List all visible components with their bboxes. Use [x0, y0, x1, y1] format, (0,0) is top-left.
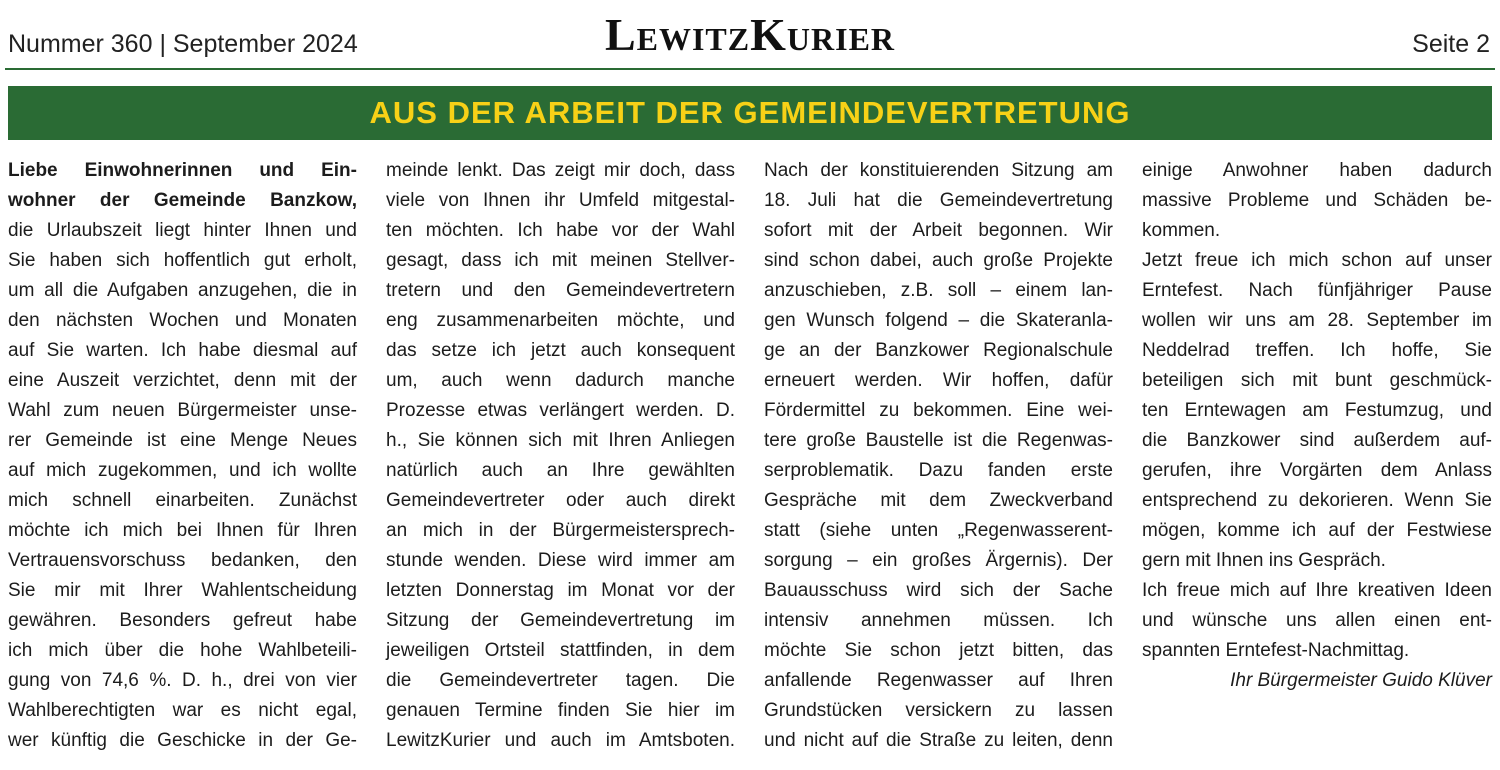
text-line: auf Sie warten. Ich habe diesmal auf	[8, 340, 357, 361]
text-line: mich schnell einarbeiten. Zunächst	[8, 490, 357, 511]
article-column-2	[386, 156, 735, 756]
text-line: Jetzt freue ich mich schon auf unser	[1142, 250, 1492, 271]
text-line: Wahl zum neuen Bürgermeister unse-	[8, 400, 357, 421]
text-line: beteiligen sich mit bunt geschmück-	[1142, 370, 1492, 391]
text-line: die Urlaubszeit liegt hinter Ihnen und	[8, 220, 357, 241]
text-line: rer Gemeinde ist eine Menge Neues	[8, 430, 357, 451]
text-line: stunde wenden. Diese wird immer am	[386, 550, 735, 571]
article-column-1	[8, 156, 357, 756]
newspaper-title: LewitzKurier	[604, 9, 896, 60]
text-line: gung von 74,6 %. D. h., drei von vier	[8, 670, 357, 691]
text-line: und wünsche uns allen einen ent-	[1142, 610, 1492, 631]
text-line: statt (siehe unten „Regenwasserent-	[764, 520, 1113, 541]
text-line: kommen.	[1142, 220, 1221, 241]
text-line: anfallende Regenwasser auf Ihren	[764, 670, 1113, 691]
text-line: sofort mit der Arbeit begonnen. Wir	[764, 220, 1113, 241]
text-line: Ich freue mich auf Ihre kreativen Ideen	[1142, 580, 1492, 601]
text-line: Wahlberechtigten war es nicht egal,	[8, 700, 357, 721]
text-line: ge an der Banzkower Regionalschule	[764, 340, 1113, 361]
text-line: gen Wunsch folgend – die Skateranla-	[764, 310, 1113, 331]
text-line: eine Auszeit verzichtet, denn mit der	[8, 370, 357, 391]
text-line: die Gemeindevertreter tagen. Die	[386, 670, 735, 691]
text-line: gesagt, dass ich mit meinen Stellver-	[386, 250, 735, 271]
text-line: Neddelrad treffen. Ich hoffe, Sie	[1142, 340, 1492, 361]
text-line: an mich in der Bürgermeistersprech-	[386, 520, 735, 541]
text-line: natürlich auch an Ihre gewählten	[386, 460, 735, 481]
text-line: gern mit Ihnen ins Gespräch.	[1142, 550, 1386, 571]
text-line: auf mich zugekommen, und ich wollte	[8, 460, 357, 481]
text-line: intensiv annehmen müssen. Ich	[764, 610, 1113, 631]
text-line: gewähren. Besonders gefreut habe	[8, 610, 357, 631]
text-line: wollen wir uns am 28. September im	[1142, 310, 1492, 331]
text-line: massive Probleme und Schäden be-	[1142, 190, 1492, 211]
text-line: mögen, komme ich auf der Festwiese	[1142, 520, 1492, 541]
text-line: einige Anwohner haben dadurch	[1142, 160, 1492, 181]
text-line: wer künftig die Geschicke in der Ge-	[8, 730, 357, 751]
text-line: Erntefest. Nach fünfjähriger Pause	[1142, 280, 1492, 301]
text-line: entsprechend zu dekorieren. Wenn Sie	[1142, 490, 1492, 511]
text-line: ich mich über die hohe Wahlbeteili-	[8, 640, 357, 661]
text-line: letzten Donnerstag im Monat vor der	[386, 580, 735, 601]
text-line: Gemeindevertreter oder auch direkt	[386, 490, 735, 511]
signature: Ihr Bürgermeister Guido Klüver	[1230, 670, 1492, 691]
page-number: Seite 2	[1412, 30, 1490, 58]
text-line: jeweiligen Ortsteil stattfinden, in dem	[386, 640, 735, 661]
text-line: die Banzkower sind außerdem auf-	[1142, 430, 1492, 451]
text-line: genauen Termine finden Sie hier im	[386, 700, 735, 721]
section-title: AUS DER ARBEIT DER GEMEINDEVERTRETUNG	[369, 95, 1131, 130]
text-line: um, auch wenn dadurch manche	[386, 370, 735, 391]
article-column-3	[764, 156, 1113, 756]
section-banner	[8, 86, 1492, 140]
masthead-rule	[5, 68, 1495, 70]
text-line: meinde lenkt. Das zeigt mir doch, dass	[386, 160, 735, 181]
text-line: tere große Baustelle ist die Regenwas-	[764, 430, 1113, 451]
salutation-line: wohner der Gemeinde Banzkow,	[8, 190, 357, 211]
text-line: Sitzung der Gemeindevertretung im	[386, 610, 735, 631]
text-line: sind schon dabei, auch große Projekte	[764, 250, 1113, 271]
text-line: Vertrauensvorschuss bedanken, den	[8, 550, 357, 571]
text-line: sorgung – ein großes Ärgernis). Der	[764, 550, 1113, 571]
text-line: Bauausschuss wird sich der Sache	[764, 580, 1113, 601]
text-line: das setze ich jetzt auch konsequent	[386, 340, 735, 361]
text-line: LewitzKurier und auch im Amtsboten.	[386, 730, 735, 751]
text-line: Nach der konstituierenden Sitzung am	[764, 160, 1113, 181]
masthead	[0, 0, 1500, 76]
text-line: eng zusammenarbeiten möchte, und	[386, 310, 735, 331]
article-column-4	[1142, 156, 1492, 696]
text-line: Gespräche mit dem Zweckverband	[764, 490, 1113, 511]
text-line: serproblematik. Dazu fanden erste	[764, 460, 1113, 481]
text-line: den nächsten Wochen und Monaten	[8, 310, 357, 331]
article-body	[8, 156, 1492, 766]
text-line: h., Sie können sich mit Ihren Anliegen	[386, 430, 735, 451]
text-line: ten Erntewagen am Festumzug, und	[1142, 400, 1492, 421]
text-line: tretern und den Gemeindevertretern	[386, 280, 735, 301]
text-line: Sie haben sich hoffentlich gut erholt,	[8, 250, 357, 271]
text-line: möchte ich mich bei Ihnen für Ihren	[8, 520, 357, 541]
text-line: anzuschieben, z.B. soll – einem lan-	[764, 280, 1113, 301]
text-line: 18. Juli hat die Gemeindevertretung	[764, 190, 1113, 211]
text-line: möchte Sie schon jetzt bitten, das	[764, 640, 1113, 661]
text-line: Grundstücken versickern zu lassen	[764, 700, 1113, 721]
text-line: ten möchten. Ich habe vor der Wahl	[386, 220, 735, 241]
text-line: um all die Aufgaben anzugehen, die in	[8, 280, 357, 301]
text-line: und nicht auf die Straße zu leiten, denn	[764, 730, 1113, 751]
text-line: Sie mir mit Ihrer Wahlentscheidung	[8, 580, 357, 601]
text-line: Prozesse etwas verlängert werden. D.	[386, 400, 735, 421]
text-line: erneuert werden. Wir hoffen, dafür	[764, 370, 1113, 391]
text-line: viele von Ihnen ihr Umfeld mitgestal-	[386, 190, 735, 211]
issue-info: Nummer 360 | September 2024	[8, 30, 358, 58]
text-line: gerufen, ihre Vorgärten dem Anlass	[1142, 460, 1492, 481]
salutation-line: Liebe Einwohnerinnen und Ein-	[8, 160, 357, 181]
text-line: spannten Erntefest-Nachmittag.	[1142, 640, 1410, 661]
text-line: Fördermittel zu bekommen. Eine wei-	[764, 400, 1113, 421]
